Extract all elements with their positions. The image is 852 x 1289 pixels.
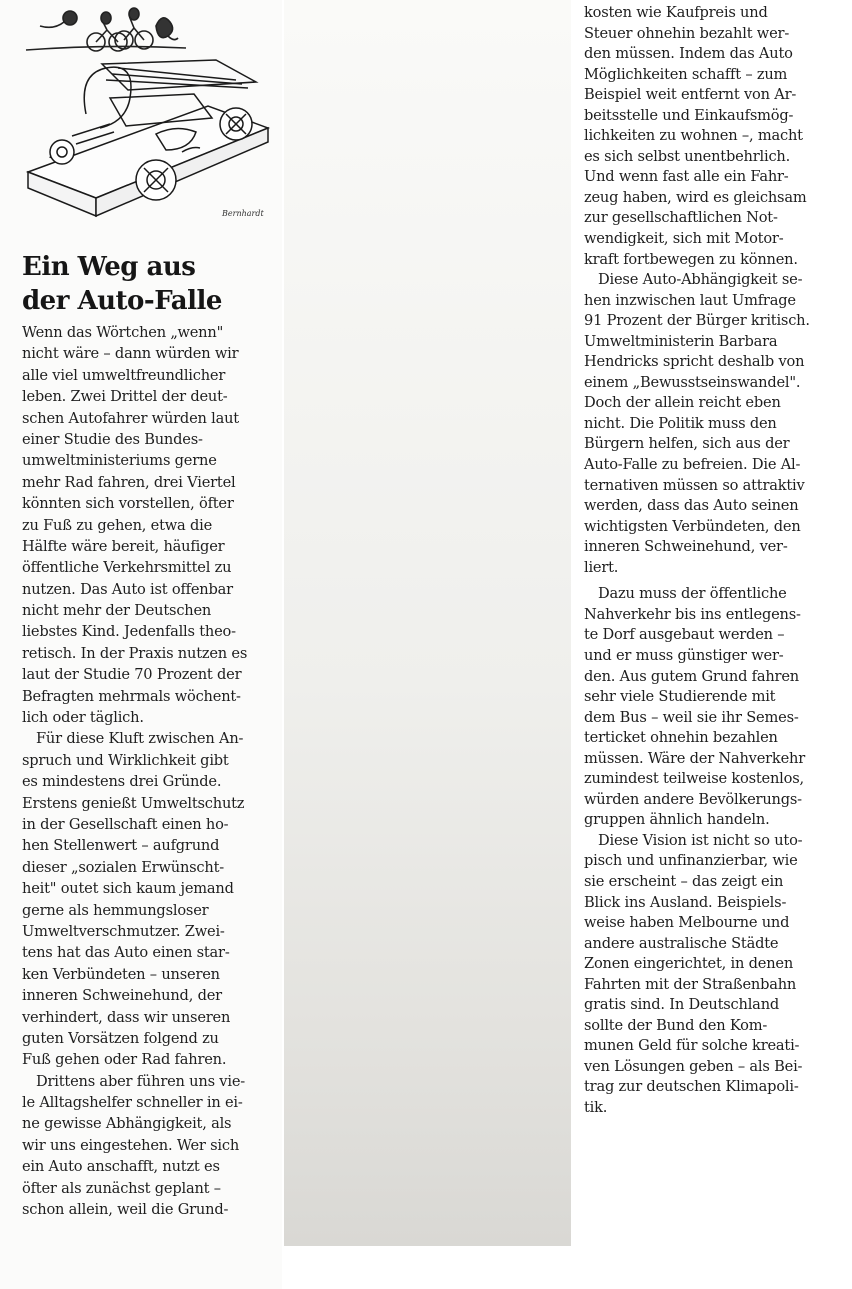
body-text-line: schen Autofahrer würden laut — [22, 409, 239, 427]
body-text-line: würden andere Bevölkerungs- — [584, 790, 802, 808]
body-text-line: kraft fortbewegen zu können. — [584, 250, 798, 268]
body-text-line: inneren Schweinehund, ver- — [584, 538, 788, 556]
body-text-line: Nahverkehr bis ins entlegens- — [584, 605, 801, 623]
body-text-line: zu Fuß zu gehen, etwa die — [22, 516, 213, 534]
body-text-line: weise haben Melbourne und — [584, 914, 790, 932]
body-text-line: ein Auto anschafft, nutzt es — [22, 1158, 220, 1176]
body-text-line: zeug haben, wird es gleichsam — [584, 188, 807, 206]
body-text-line: terticket ohnehin bezahlen — [584, 729, 778, 747]
right-body-text — [584, 3, 852, 1119]
body-text-line: tik. — [584, 1098, 608, 1116]
body-text-line: Möglichkeiten schafft – zum — [584, 65, 788, 83]
body-text-line: sie erscheint – das zeigt ein — [584, 872, 784, 890]
body-text-line: ternativen müssen so attraktiv — [584, 476, 805, 494]
headline-line-2: der Auto-Falle — [22, 286, 222, 316]
body-text-line: einem „Bewusstseinswandel". — [584, 373, 801, 391]
body-text-line: hen Stellenwert – aufgrund — [22, 837, 220, 855]
body-text-line: Beispiel weit entfernt von Ar- — [584, 86, 797, 104]
body-text-line: tens hat das Auto einen star- — [22, 944, 230, 962]
body-text-line: Wenn das Wörtchen „wenn" — [22, 324, 224, 341]
body-text-line: nicht. Die Politik muss den — [584, 414, 777, 432]
body-text-line: hen inzwischen laut Umfrage — [584, 291, 796, 309]
body-text-line: und er muss günstiger wer- — [584, 646, 784, 664]
body-text-line: Für diese Kluft zwischen An- — [36, 730, 244, 748]
body-text-line: andere australische Städte — [584, 934, 779, 952]
body-text-line: Fuß gehen oder Rad fahren. — [22, 1051, 227, 1069]
body-text-line: ne gewisse Abhängigkeit, als — [22, 1115, 232, 1133]
body-text-line: gruppen ähnlich handeln. — [584, 811, 770, 829]
mice-on-bicycles-drawing — [26, 8, 186, 51]
body-text-line: leben. Zwei Drittel der deut- — [22, 388, 228, 406]
body-text-line: gratis sind. In Deutschland — [584, 996, 780, 1014]
body-text-line: beitsstelle und Einkaufsmög- — [584, 106, 794, 124]
body-text-line: inneren Schweinehund, der — [22, 987, 222, 1005]
body-text-line: umweltministeriums gerne — [22, 452, 217, 470]
body-text-line: schon allein, weil die Grund- — [22, 1201, 229, 1219]
body-text-line: sehr viele Studierende mit — [584, 688, 776, 706]
body-text-line: ken Verbündeten – unseren — [22, 965, 220, 983]
mousetrap-car-drawing — [28, 60, 268, 216]
right-column — [284, 0, 810, 1246]
body-text-line: lich oder täglich. — [22, 709, 144, 727]
body-text-line: Doch der allein reicht eben — [584, 394, 781, 412]
body-text-line: retisch. In der Praxis nutzen es — [22, 644, 248, 662]
body-text-line: einer Studie des Bundes- — [22, 430, 203, 448]
body-text-line: zur gesellschaftlichen Not- — [584, 209, 778, 227]
body-text-line: kosten wie Kaufpreis und — [584, 4, 768, 21]
body-text-line: gerne als hemmungsloser — [22, 901, 209, 919]
body-text-line: Auto-Falle zu befreien. Die Al- — [584, 456, 801, 474]
body-text-line: Hälfte wäre bereit, häufiger — [22, 537, 225, 555]
cartoon-signature: Bernhardt — [222, 209, 264, 218]
body-text-line: alle viel umweltfreundlicher — [22, 366, 226, 384]
cartoon-illustration — [6, 2, 276, 240]
headline-line-1: Ein Weg aus — [22, 252, 196, 282]
body-text-line: liebstes Kind. Jedenfalls theo- — [22, 623, 236, 641]
body-text-line: pisch und unfinanzierbar, wie — [584, 852, 798, 870]
body-text-line: 91 Prozent der Bürger kritisch. — [584, 312, 810, 330]
body-text-line: verhindert, dass wir unseren — [22, 1008, 231, 1026]
body-text-line: nicht mehr der Deutschen — [22, 602, 212, 620]
body-text-line: Umweltverschmutzer. Zwei- — [22, 922, 225, 940]
body-text-line: le Alltagshelfer schneller in ei- — [22, 1094, 243, 1112]
body-text-line: laut der Studie 70 Prozent der — [22, 666, 242, 684]
body-text-line: nicht wäre – dann würden wir — [22, 345, 239, 363]
body-text-line: wir uns eingestehen. Wer sich — [22, 1136, 240, 1154]
body-text-line: sollte der Bund den Kom- — [584, 1016, 768, 1034]
body-text-line: den müssen. Indem das Auto — [584, 45, 793, 63]
body-text-line: Und wenn fast alle ein Fahr- — [584, 168, 789, 186]
body-text-line: öfter als zunächst geplant – — [22, 1179, 221, 1197]
body-text-line: es mindestens drei Gründe. — [22, 773, 222, 791]
body-text-line: spruch und Wirklichkeit gibt — [22, 751, 229, 769]
body-text-line: Drittens aber führen uns vie- — [36, 1072, 245, 1090]
body-text-line: könnten sich vorstellen, öfter — [22, 495, 234, 513]
body-text-line: Hendricks spricht deshalb von — [584, 353, 805, 371]
body-text-line: öffentliche Verkehrsmittel zu — [22, 559, 232, 577]
body-text-line: Bürgern helfen, sich aus der — [584, 435, 790, 453]
body-text-line: in der Gesellschaft einen ho- — [22, 815, 229, 833]
body-text-line: Dazu muss der öffentliche — [598, 585, 787, 603]
left-column — [0, 0, 282, 1289]
article-headline — [22, 250, 277, 318]
body-text-line: Blick ins Ausland. Beispiels- — [584, 893, 787, 911]
left-body-text — [22, 322, 278, 1220]
body-text-line: Steuer ohnehin bezahlt wer- — [584, 24, 790, 42]
body-text-line: guten Vorsätzen folgend zu — [22, 1029, 219, 1047]
body-text-line: Diese Vision ist nicht so uto- — [598, 831, 803, 849]
body-text-line: wendigkeit, sich mit Motor- — [584, 230, 784, 248]
body-text-line: Erstens genießt Umweltschutz — [22, 794, 245, 812]
body-text-line: wichtigsten Verbündeten, den — [584, 517, 801, 535]
body-text-line: Befragten mehrmals wöchent- — [22, 687, 241, 705]
body-text-line: Zonen eingerichtet, in denen — [584, 955, 794, 973]
body-text-line: ven Lösungen geben – als Bei- — [584, 1057, 803, 1075]
body-text-line: dem Bus – weil sie ihr Semes- — [584, 708, 799, 726]
body-text-line: Fahrten mit der Straßenbahn — [584, 975, 797, 993]
body-text-line: mehr Rad fahren, drei Viertel — [22, 473, 236, 491]
body-text-line: munen Geld für solche kreati- — [584, 1037, 800, 1055]
body-text-line: liert. — [584, 558, 619, 576]
body-text-line: nutzen. Das Auto ist offenbar — [22, 580, 233, 598]
body-text-line: Umweltministerin Barbara — [584, 332, 778, 350]
body-text-line: werden, dass das Auto seinen — [584, 497, 799, 515]
body-text-line: lichkeiten zu wohnen –, macht — [584, 127, 803, 145]
body-text-line: den. Aus gutem Grund fahren — [584, 667, 799, 685]
body-text-line: zumindest teilweise kostenlos, — [584, 770, 804, 788]
body-text-line: heit" outet sich kaum jemand — [22, 880, 234, 898]
body-text-line: dieser „sozialen Erwünscht- — [22, 858, 224, 876]
body-text-line: Diese Auto-Abhängigkeit se- — [598, 271, 803, 289]
body-text-line: müssen. Wäre der Nahverkehr — [584, 749, 805, 767]
body-text-line: trag zur deutschen Klimapoli- — [584, 1078, 799, 1096]
body-text-line: es sich selbst unentbehrlich. — [584, 147, 791, 165]
body-text-line: te Dorf ausgebaut werden – — [584, 626, 785, 644]
